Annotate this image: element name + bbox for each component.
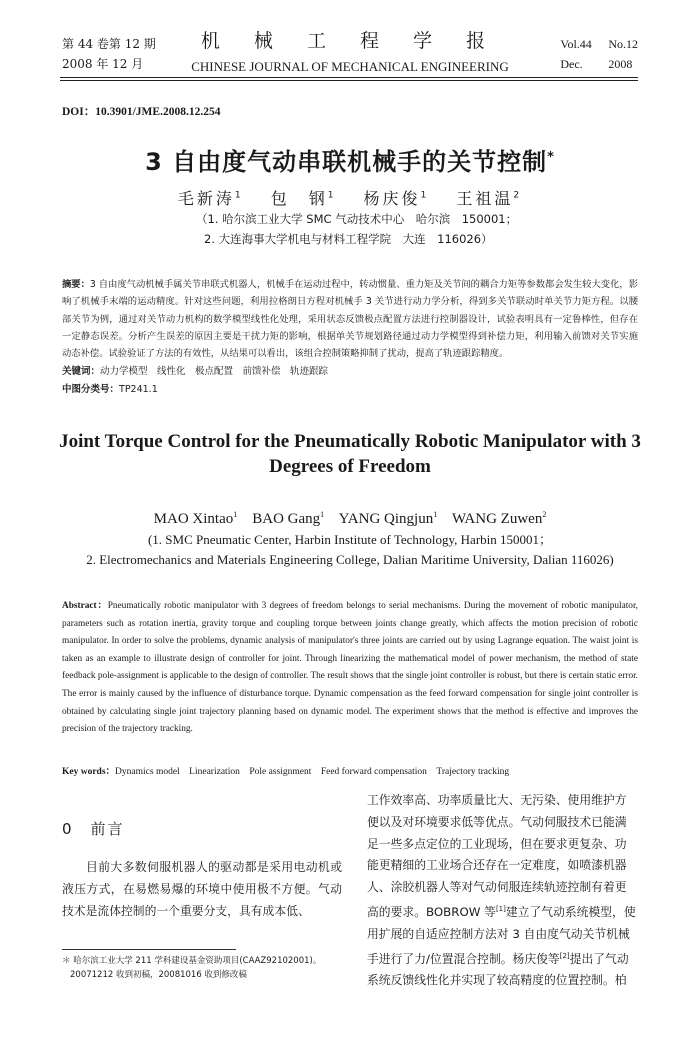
footnote <box>62 954 321 982</box>
abstract-en <box>62 598 638 739</box>
affiliation-en-2: 2. Electromechanics and Materials Engineering College, Dalian Maritime University, Dalian 116026) <box>86 552 614 567</box>
keywords-cn <box>62 363 328 377</box>
year-en: 2008 <box>608 57 633 71</box>
abstract-en-text: Pneumatically robotic manipulator with 3 degrees of freedom belongs to serial mechanisms. During the movement of robotic manipulator, parameters such as rotation inertia, gravity torque and coupling torque between joints change greatly, which affects the motion precision of robotic manipulator. In order to solve the problems, dynamic analysis of manipulator's three joints are carried out by using Lagrange equation. The waist joint is taken as an example to illustrate design of controller for joint. Through linearizing the mathematical model of power mechanism, the method of state feedback pole-assignment is applicable to the design of controller. The result shows that the single joint controller is robust, but there is certain static error. The error is mainly caused by the influence of disturbance torque. Dynamic compensation as the feed forward compensation for single joint controller is obtained by calculating single joint trajectory planning based on dynamic model. The experiment shows that the method is effective and improves the precision of the trajectory tracking. <box>62 601 638 735</box>
classification-cn-label: 中图分类号： <box>62 384 120 395</box>
keywords-cn-text: 动力学模型 线性化 极点配置 前馈补偿 轨迹跟踪 <box>100 366 329 377</box>
body-line: 用扩展的自适应控制方法对 3 自由度气动关节机械 <box>367 926 630 941</box>
affiliation-cn-2: 2. 大连海事大学机电与材料工程学院 大连 116026） <box>204 232 493 246</box>
abstract-en-label: Abstract： <box>62 601 108 611</box>
header-rule-thick <box>60 77 638 78</box>
journal-title-en: CHINESE JOURNAL OF MECHANICAL ENGINEERING <box>191 59 509 74</box>
affiliation-cn-1: （1. 哈尔滨工业大学 SMC 气动技术中心 哈尔滨 150001； <box>196 212 518 226</box>
citation-2: [2] <box>559 951 570 960</box>
author-en: YANG Qingjun$^1$ <box>338 510 438 527</box>
citation-1: [1] <box>495 904 506 913</box>
classification-cn-text: TP241.1 <box>119 384 158 395</box>
vol-en: Vol.44 <box>560 37 592 51</box>
author-en: BAO Gang$^1$ <box>252 510 325 527</box>
body-line: 系统反馈线性化并实现了较高精度的位置控制。柏 <box>367 973 627 988</box>
header-volume-en <box>560 34 638 74</box>
section-heading-introduction: 0 前言 <box>62 820 125 838</box>
affiliation-en-1: (1. SMC Pneumatic Center, Harbin Institute of Technology, Harbin 150001； <box>147 532 553 547</box>
doi: DOI：10.3901/JME.2008.12.254 <box>62 106 221 118</box>
no-en: No.12 <box>608 37 638 51</box>
body-right-column <box>367 790 638 992</box>
abstract-cn <box>62 276 638 362</box>
keywords-cn-label: 关键词： <box>62 366 101 377</box>
author-cn: 王祖温$^2$ <box>456 189 523 208</box>
title-footnote-mark: * <box>547 150 555 165</box>
month-en: Dec. <box>560 57 583 71</box>
footnote-rule <box>62 949 236 950</box>
keywords-en-label: Key words： <box>62 767 116 777</box>
abstract-cn-text: 3 自由度气动机械手属关节串联式机器人，机械手在运动过程中，转动惯量、重力矩及关节间的耦合力矩等参数都会发生较大变化，影响了机械手末端的运动精度。针对这些问题，利用拉格朗日方程对机械手 3 关节进行动力学分析，得到多关节联动时单关节力矩方程。以腰部关节为例，通过对关节动力机构的数学模型线性化处理，采用状态反馈极点配置方法进行控制器设计，试验表明具有一定鲁棒性，但存在一定静态误差。分析产生误差的原因主要是干扰力矩的影响，根据单关节规划路径通过动力学模型得到补偿力矩，利用输入前馈对关节实施动态补偿。试验验证了方法的有效性，从结果可以看出，该组合控制策略抑制了扰动，提高了轨迹跟踪精度。 <box>62 279 638 360</box>
title-cn-text: 3 自由度气动串联机械手的关节控制 <box>145 148 548 176</box>
body-line: 便以及对环境要求低等优点。气动伺服技术已能满 <box>367 814 627 829</box>
header-rule-thin <box>60 80 638 81</box>
author-en: WANG Zuwen$^2$ <box>451 510 547 527</box>
author-cn: 杨庆俊$^1$ <box>363 189 430 208</box>
keywords-en <box>62 763 509 777</box>
author-cn: 包 钢$^1$ <box>270 189 337 208</box>
paper-title-cn <box>0 142 700 177</box>
author-cn: 毛新涛$^1$ <box>177 189 244 208</box>
footnote-received: 20071212 收到初稿，20081016 收到修改稿 <box>70 970 247 980</box>
journal-title-cn: 机 械 工 程 学 报 <box>200 30 500 52</box>
body-line: 能更精细的工业场合还存在一定难度，如喷漆机器 <box>367 858 627 873</box>
body-left-paragraph: 目前大多数伺服机器人的驱动都是采用电动机或液压方式，在易燃易爆的环境中使用极不方便。气动技术是流体控制的一个重要分支，具有成本低、 <box>62 860 342 918</box>
authors-en <box>0 510 700 528</box>
body-line: 人、涂胶机器人等对气动伺服连续轨迹控制有着更 <box>367 880 627 895</box>
footnote-funding: ＊ 哈尔滨工业大学 211 学科建设基金资助项目(CAAZ92102001)。 <box>62 956 322 966</box>
authors-cn <box>0 186 700 209</box>
affiliations-en <box>0 530 700 570</box>
keywords-en-text: Dynamics model Linearization Pole assignment Feed forward compensation Trajectory tracking <box>115 767 510 777</box>
body-line: 高的要求。BOBROW 等[1]建立了气动系统模型，使 <box>367 904 636 919</box>
volume-issue: 第 44 卷第 12 期 <box>62 37 156 51</box>
paper-title-en: Joint Torque Control for the Pneumatically Robotic Manipulator with 3 Degrees of Freedom <box>59 431 641 477</box>
author-en: MAO Xintao$^1$ <box>153 510 238 527</box>
body-line: 足一些多点定位的工业现场，但在要求更复杂、功 <box>367 836 627 851</box>
publication-date: 2008 年 12 月 <box>62 57 144 71</box>
classification-cn <box>62 381 158 395</box>
abstract-cn-label: 摘要： <box>62 279 90 290</box>
body-line: 工作效率高、功率质量比大、无污染、使用维护方 <box>367 793 627 807</box>
body-left-column <box>62 856 342 922</box>
affiliations-cn <box>196 209 517 249</box>
body-line: 手进行了力/位置混合控制。杨庆俊等[2]提出了气动 <box>367 951 629 966</box>
